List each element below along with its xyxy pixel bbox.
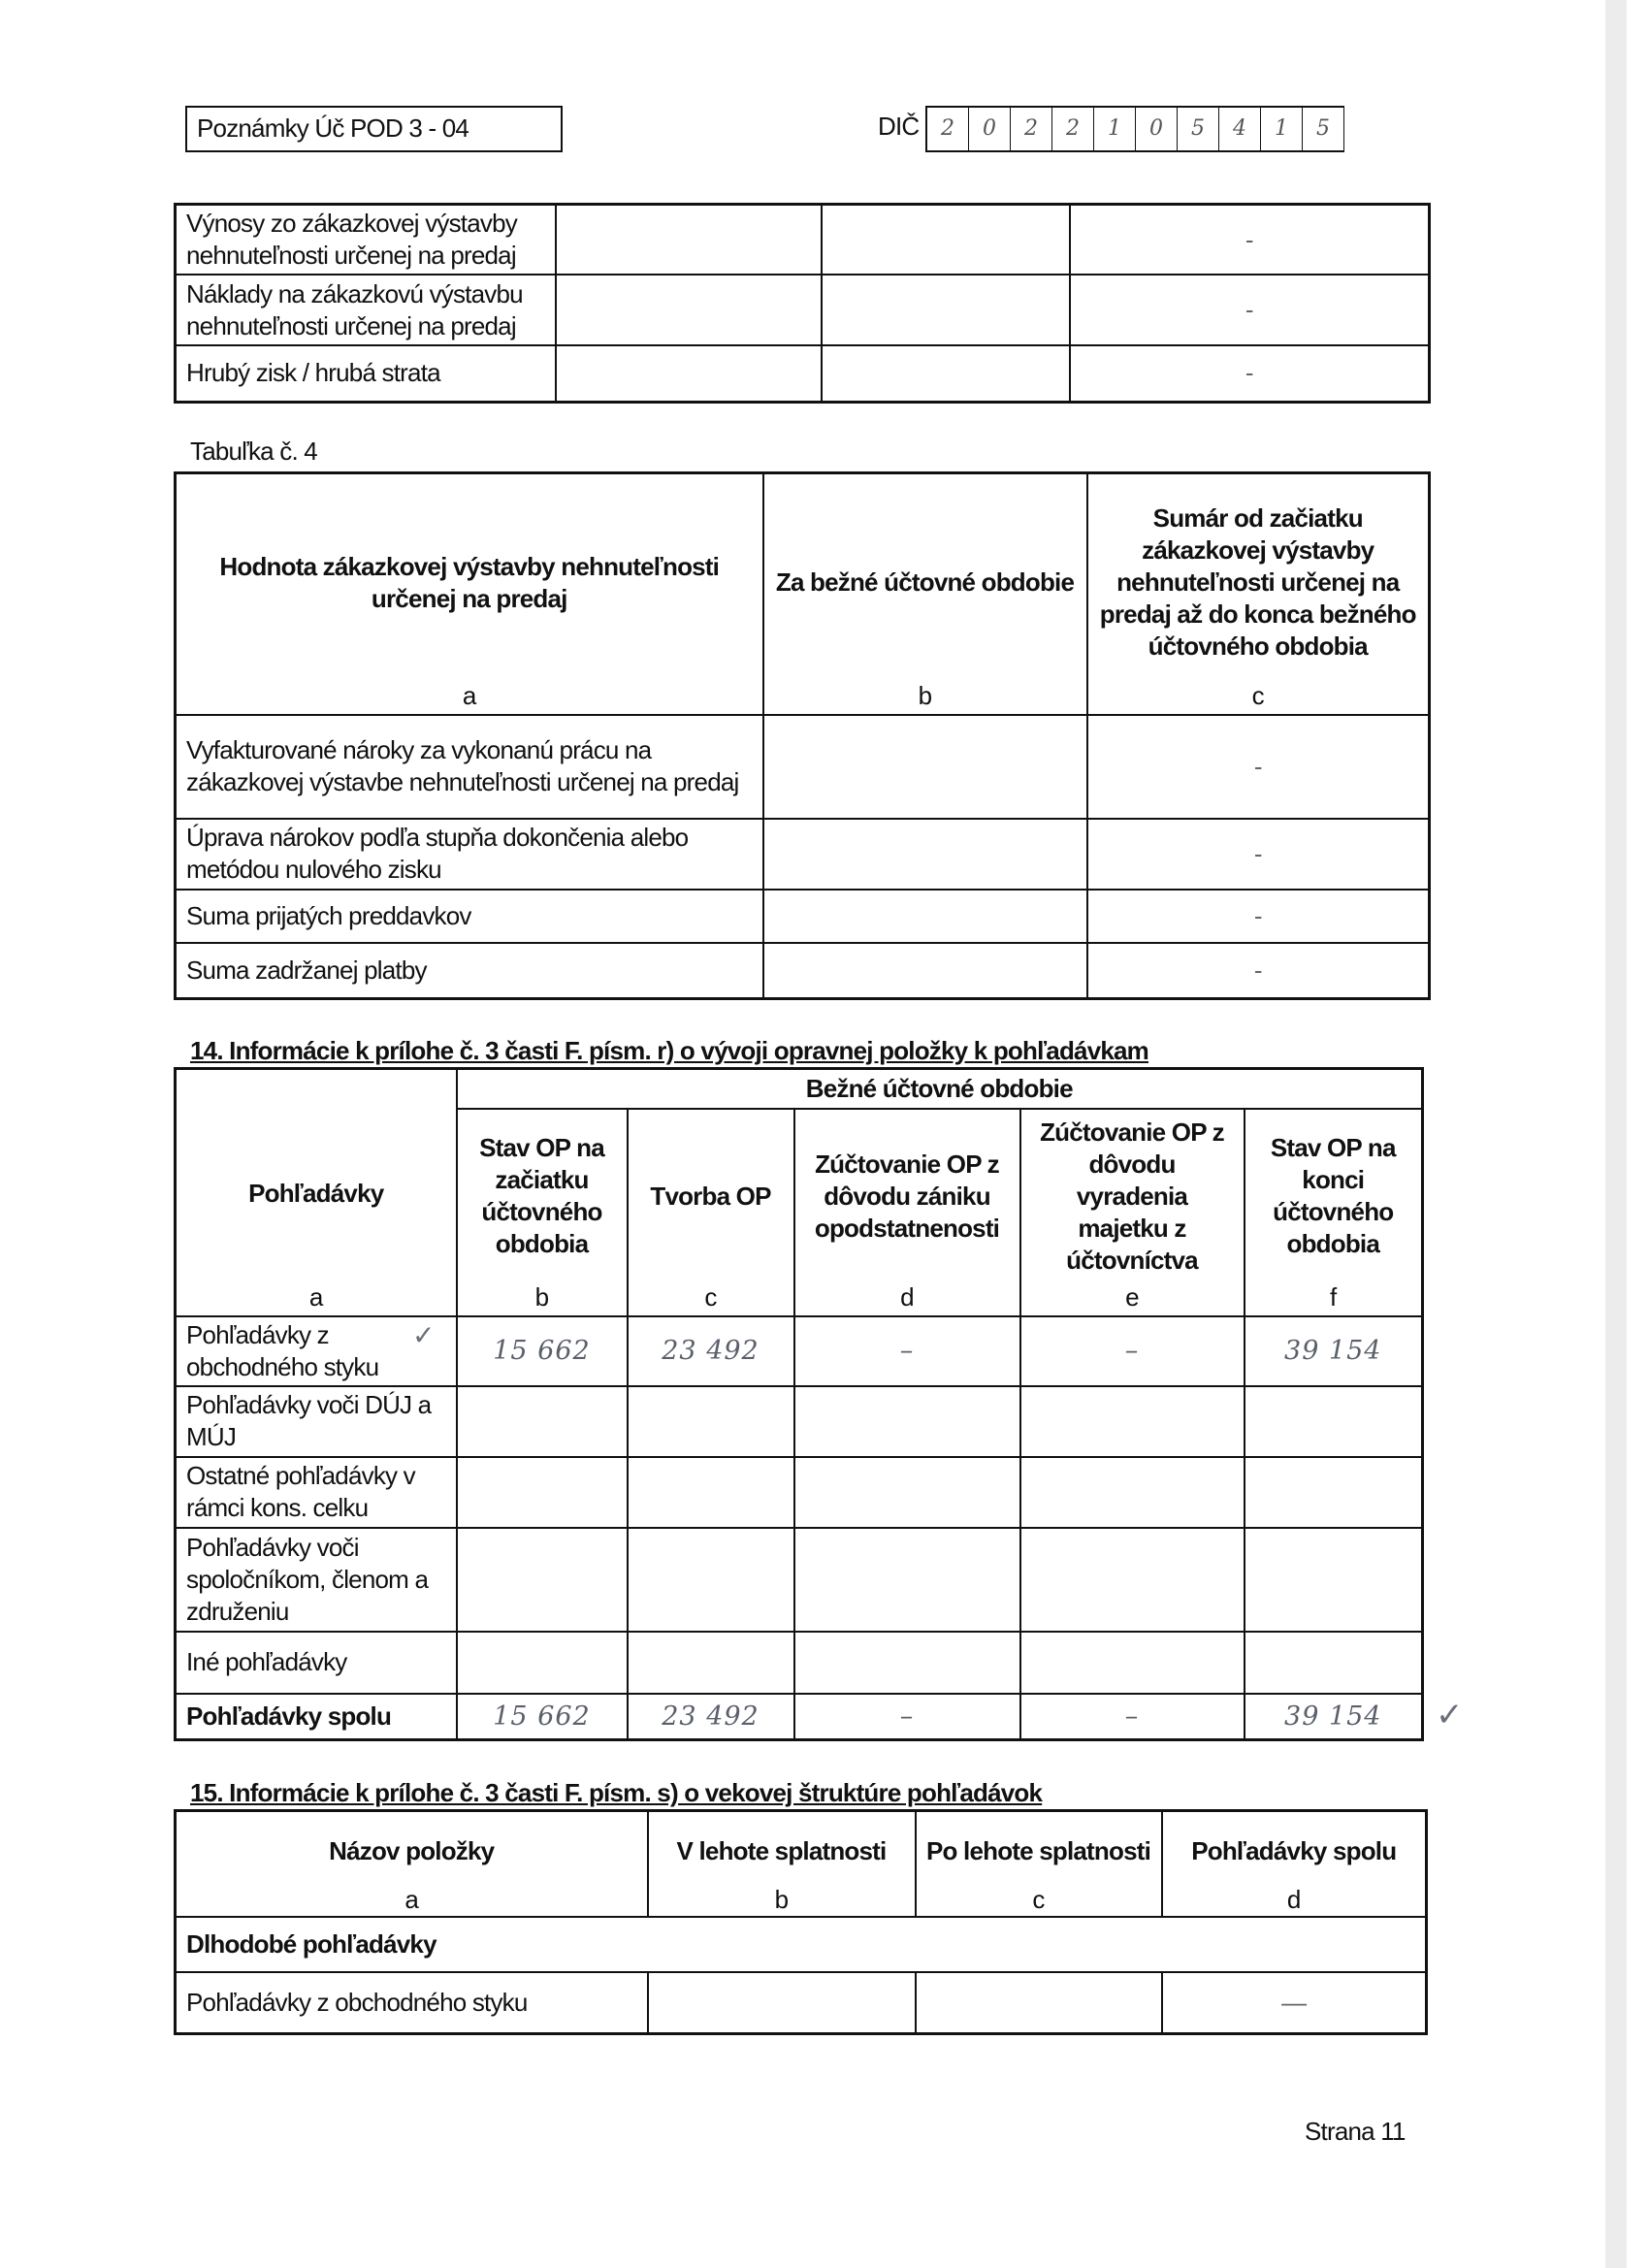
value-c: - <box>1253 751 1262 781</box>
value-c: - <box>1253 838 1262 868</box>
column-header: Stav OP na konci účtovného obdobia <box>1270 1133 1396 1258</box>
dic-digit: 4 <box>1219 108 1261 150</box>
row-label: Ostatné pohľadávky v rámci kons. celku <box>186 1461 415 1522</box>
column-header: Hodnota zákazkovej výstavby nehnuteľnosti určenej na predaj <box>219 551 720 613</box>
column-header: Tvorba OP <box>650 1181 771 1211</box>
table-row <box>176 1972 1427 2034</box>
table4-caption: Tabuľka č. 4 <box>190 437 317 466</box>
dic-digit: 5 <box>1178 108 1219 150</box>
value-c: - <box>1253 955 1262 985</box>
table-row <box>176 1386 1423 1457</box>
column-letter: c <box>1251 680 1264 710</box>
column-header: Sumár od začiatku zákazkovej výstavby nehnuteľnosti určenej na predaj až do konca bežného účtovného obdobia <box>1099 503 1416 661</box>
column-header: Pohľadávky <box>248 1179 384 1208</box>
row-label: Úprava nárokov podľa stupňa dokončenia alebo metódou nulového zisku <box>186 823 689 884</box>
page-number: Strana 11 <box>1305 2117 1406 2146</box>
column-letter: a <box>404 1884 419 1914</box>
section14-title: 14. Informácie k prílohe č. 3 časti F. písm. r) o vývoji opravnej položky k pohľadávkam <box>190 1036 1148 1065</box>
row-label: Výnosy zo zákazkovej výstavby nehnuteľnosti určenej na predaj <box>186 209 517 270</box>
column-letter: c <box>1032 1884 1045 1914</box>
column-header: Za bežné účtovné obdobie <box>775 567 1075 597</box>
construction-revenue-table <box>174 203 1431 404</box>
checkmark-icon: ✓ <box>1436 1696 1463 1734</box>
table-row <box>176 275 1430 345</box>
handwritten-value: – <box>899 1701 915 1732</box>
column-header: V lehote splatnosti <box>676 1835 887 1865</box>
page-edge <box>1605 0 1627 2268</box>
section14-table <box>174 1067 1424 1741</box>
column-letter: b <box>918 680 932 710</box>
table-row <box>176 1694 1423 1740</box>
handwritten-value: – <box>1124 1336 1140 1366</box>
table4 <box>174 471 1431 1000</box>
dic-digit: 2 <box>927 108 969 150</box>
section15-title: 15. Informácie k prílohe č. 3 časti F. písm. s) o vekovej štruktúre pohľadávok <box>190 1778 1043 1807</box>
handwritten-value: 23 492 <box>662 1701 760 1732</box>
table-row <box>176 890 1430 943</box>
header-row <box>176 1811 1427 1917</box>
row-label: Pohľadávky voči DÚJ a MÚJ <box>186 1390 432 1451</box>
row-label: Pohľadávky z obchodného styku <box>186 1319 379 1381</box>
column-letter: d <box>900 1281 914 1312</box>
form-title-box <box>185 106 563 152</box>
table-row <box>176 205 1430 275</box>
dic-digit: 1 <box>1094 108 1136 150</box>
column-header: Zúčtovanie OP z dôvodu zániku opodstatnenosti <box>814 1149 1000 1243</box>
row-label: Dlhodobé pohľadávky <box>186 1928 436 1959</box>
handwritten-value: 23 492 <box>662 1336 760 1366</box>
handwritten-value: 39 154 <box>1284 1701 1382 1732</box>
value-d: — <box>1281 1987 1307 2017</box>
handwritten-value: 15 662 <box>493 1701 591 1732</box>
row-label: Pohľadávky z obchodného styku <box>186 1987 528 2017</box>
column-letter: f <box>1330 1281 1337 1312</box>
column-letter: e <box>1125 1281 1139 1312</box>
column-letter: c <box>704 1281 717 1312</box>
dic-digit: 5 <box>1303 108 1344 150</box>
row-label: Iné pohľadávky <box>186 1647 347 1676</box>
handwritten-value: 15 662 <box>493 1336 591 1366</box>
handwritten-value: 39 154 <box>1284 1336 1382 1366</box>
dic-digit: 1 <box>1261 108 1303 150</box>
column-header: Zúčtovanie OP z dôvodu vyradenia majetku z účtovníctva <box>1040 1117 1224 1275</box>
column-letter: a <box>462 680 476 710</box>
dic-label: DIČ <box>878 112 920 141</box>
row-label: Pohľadávky spolu <box>186 1701 392 1731</box>
table-row <box>176 943 1430 999</box>
dic-digit: 0 <box>1136 108 1178 150</box>
column-header: Názov položky <box>329 1835 495 1865</box>
table-row <box>176 715 1430 819</box>
handwritten-value: – <box>1124 1701 1140 1732</box>
table-row <box>176 819 1430 890</box>
section15-table <box>174 1809 1428 2035</box>
checkmark-icon: ✓ <box>412 1319 435 1351</box>
column-letter: b <box>774 1884 789 1914</box>
table-row <box>176 345 1430 402</box>
row-label: Pohľadávky voči spoločníkom, členom a združeniu <box>186 1532 429 1626</box>
row-label: Náklady na zákazkovú výstavbu nehnuteľnosti určenej na predaj <box>186 278 523 340</box>
table-row <box>176 1457 1423 1528</box>
column-header: Stav OP na začiatku účtovného obdobia <box>479 1133 604 1258</box>
handwritten-value: – <box>899 1336 915 1366</box>
column-letter: b <box>534 1281 549 1312</box>
column-header: Pohľadávky spolu <box>1191 1835 1397 1865</box>
row-label: Vyfakturované nároky za vykonanú prácu na zákazkovej výstavbe nehnuteľnosti určenej na predaj <box>186 735 739 796</box>
value-c: - <box>1253 900 1262 930</box>
row-label: Suma prijatých preddavkov <box>186 900 471 930</box>
column-letter: d <box>1286 1884 1301 1914</box>
dic-boxes <box>925 106 1344 152</box>
row-value: - <box>1245 224 1253 254</box>
dic-digit: 2 <box>1052 108 1094 150</box>
column-letter: a <box>308 1281 323 1312</box>
table-row <box>176 1917 1427 1972</box>
table-row <box>176 1632 1423 1694</box>
row-label: Suma zadržanej platby <box>186 955 427 985</box>
period-header: Bežné účtovné obdobie <box>805 1073 1073 1103</box>
dic-digit: 0 <box>969 108 1011 150</box>
row-label: Hrubý zisk / hrubá strata <box>186 358 440 388</box>
period-row <box>176 1069 1423 1109</box>
column-header: Po lehote splatnosti <box>925 1835 1151 1865</box>
row-value: - <box>1245 295 1253 324</box>
form-title: Poznámky Úč POD 3 - 04 <box>197 113 469 143</box>
table-row <box>176 1316 1423 1386</box>
header-row <box>176 473 1430 715</box>
row-value: - <box>1245 358 1253 388</box>
table-row <box>176 1528 1423 1632</box>
dic-digit: 2 <box>1011 108 1052 150</box>
